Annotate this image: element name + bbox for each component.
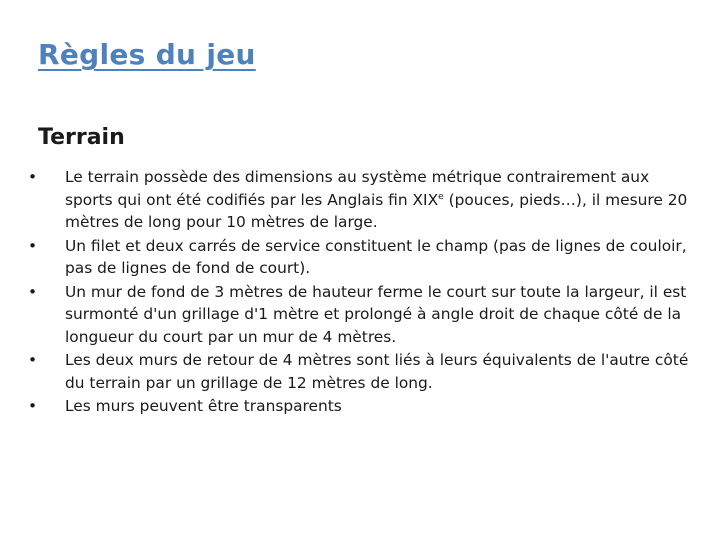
bullet-text: Les murs peuvent être transparents [65,397,342,415]
bullet-icon: • [28,351,38,369]
list-item [26,395,696,418]
bullet-text-part: (pouces, pieds…), il mesure 20 mètres de long pour 10 mètres de large. [65,190,688,231]
bullet-text-part: Le terrain possède des dimensions au système métrique contrairement aux sports qui ont été codifiés par les Anglais fin XIX [65,168,650,209]
bullet-text [65,168,687,231]
list-item [26,235,696,280]
bullet-text: Les deux murs de retour de 4 mètres sont liés à leurs équivalents de l'autre côté du terrain par un grillage de 12 mètres de long. [65,351,689,392]
list-item [26,166,696,234]
superscript: e [438,191,444,202]
bullet-icon: • [28,397,38,415]
bullet-text: Un filet et deux carrés de service constituent le champ (pas de lignes de couloir, pas de lignes de fond de court). [65,236,687,277]
list-item [26,349,696,394]
section-heading: Terrain [38,125,125,150]
slide-title: Règles du jeu [38,38,256,71]
bullet-icon: • [28,168,38,186]
bullet-text: Un mur de fond de 3 mètres de hauteur ferme le court sur toute la largeur, il est surmonté d'un grillage d'1 mètre et prolongé à angle droit de chaque côté de la longueur du court par un mur de 4 mètres. [65,282,687,346]
bullet-icon: • [28,236,38,255]
bullet-list [26,166,696,419]
bullet-icon: • [28,282,38,301]
list-item [26,281,696,349]
